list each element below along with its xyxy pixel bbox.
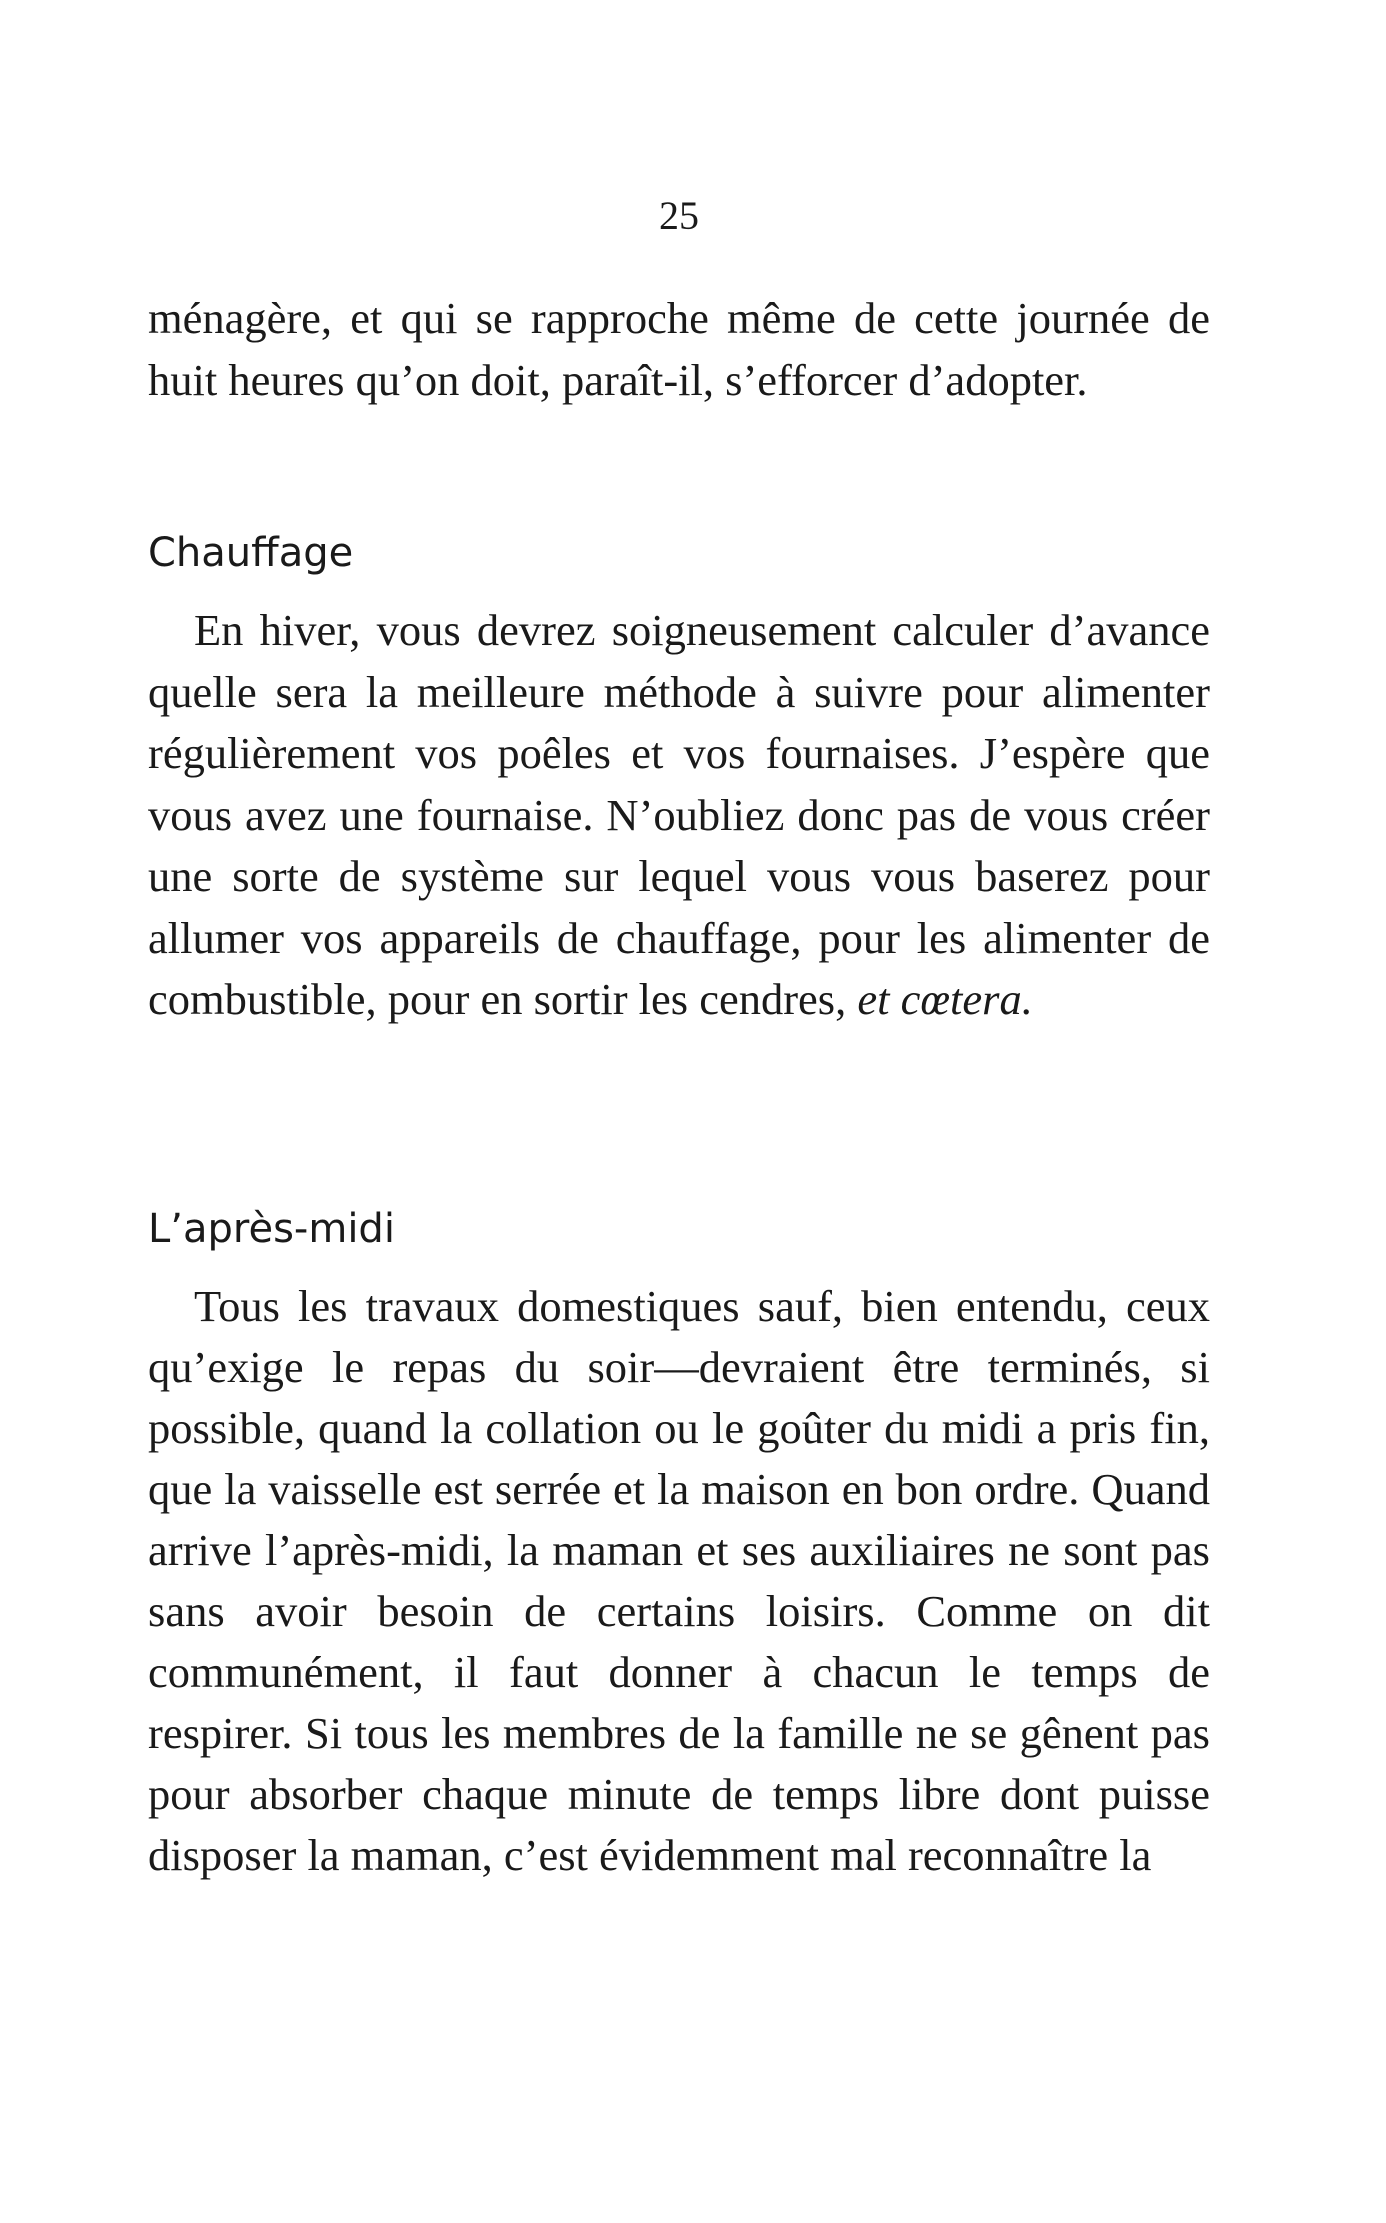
paragraph-chauffage-italic: et cœtera. (857, 974, 1033, 1024)
continuation-paragraph: ménagère, et qui se rapproche même de cette journée de huit heures qu’on doit, paraît-il, s’efforcer d’adopter. (148, 293, 1210, 405)
paragraph-chauffage-text: En hiver, vous devrez soigneusement calculer d’avance quelle sera la meilleure méthode à suivre pour alimenter régulièrement vos poêles et vos fournaises. J’espère que vous avez une fournaise. N’oubliez donc pas de vous créer une sorte de système sur lequel vous vous baserez pour allumer vos appareils de chauffage, pour les alimenter de combustible, pour en sortir les cendres, (148, 605, 1210, 1024)
page-number: 25 (659, 193, 699, 238)
section-heading-apres-midi: L’après-midi (148, 1206, 395, 1252)
paragraph-chauffage (148, 600, 1210, 1031)
section-heading-chauffage: Chauffage (148, 530, 354, 576)
book-page (148, 0, 1210, 2223)
paragraph-apres-midi: Tous les travaux domestiques sauf, bien entendu, ceux qu’exige le repas du soir—devraient être terminés, si possible, quand la collation ou le goûter du midi a pris fin, que la vaisselle est serrée et la maison en bon ordre. Quand arrive l’après-midi, la maman et ses auxiliaires ne sont pas sans avoir besoin de certains loisirs. Comme on dit communément, il faut donner à chacun le temps de respirer. Si tous les membres de la famille ne se gênent pas pour absorber chaque minute de temps libre dont puisse disposer la maman, c’est évidemment mal reconnaître la (148, 1281, 1210, 1880)
